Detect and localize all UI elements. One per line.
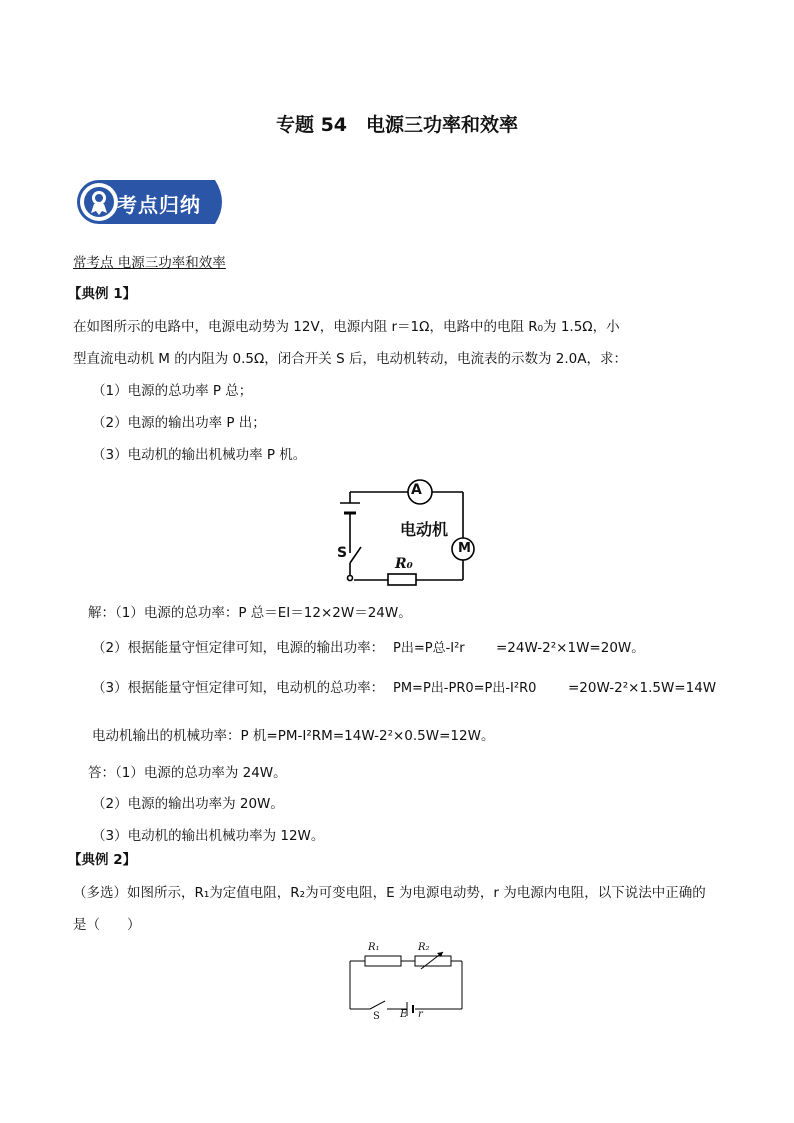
- section-badge: [77, 180, 229, 224]
- page-title: 专题 54 电源三功率和效率: [275, 114, 519, 136]
- answer-3: （3）电动机的输出机械功率为 12W。: [92, 828, 325, 844]
- solution-2-text: （2）根据能量守恒定律可知，电源的输出功率：: [92, 640, 385, 656]
- r1-label: R₁: [368, 942, 380, 953]
- solution-2-formula: P出=P总-I²r: [393, 641, 465, 656]
- answer-2: （2）电源的输出功率为 20W。: [92, 796, 284, 812]
- example1-heading: 【典例 1】: [68, 286, 137, 302]
- motor-label: M: [458, 541, 471, 556]
- example2-heading: 【典例 2】: [68, 852, 137, 868]
- switch-label: S: [337, 545, 348, 561]
- solution-3-result: =20W-2²×1.5W=14W: [568, 680, 717, 696]
- example1-para2: 型直流电动机 M 的内阻为 0.5Ω，闭合开关 S 后，电动机转动，电流表的示数为 2.0A，求：: [73, 351, 627, 367]
- question-1: （1）电源的总功率 P 总；: [92, 383, 253, 399]
- motor-caption: 电动机: [400, 520, 449, 539]
- circuit-diagram-2: [345, 940, 467, 1020]
- solution-3-formula: PM=P出-PR0=P出-I²R0: [393, 681, 537, 696]
- section-heading: 常考点 电源三功率和效率: [73, 255, 226, 271]
- question-3: （3）电动机的输出机械功率 P 机。: [92, 447, 307, 463]
- r2-label: R₂: [418, 942, 430, 953]
- switch2-label: S: [373, 1011, 380, 1022]
- example2-para2: 是（ ）: [73, 917, 141, 933]
- answer-1: 答：（1）电源的总功率为 24W。: [88, 765, 287, 781]
- example2-para1: （多选）如图所示，R₁为定值电阻，R₂为可变电阻，E 为电源电动势，r 为电源内电阻，以下说法中正确的: [73, 885, 706, 901]
- example1-para1: 在如图所示的电路中，电源电动势为 12V，电源内阻 r＝1Ω，电路中的电阻 R₀为 1.5Ω，小: [73, 319, 620, 335]
- solution-4: 电动机输出的机械功率：P 机=PM-I²RM=14W-2²×0.5W=12W。: [92, 728, 495, 744]
- internal-resistance-label: r: [418, 1009, 423, 1020]
- resistor-label: R₀: [395, 556, 413, 572]
- badge-label: 考点归纳: [117, 193, 201, 217]
- ammeter-label: A: [411, 482, 422, 498]
- emf-label: E: [400, 1009, 408, 1020]
- solution-1: 解：（1）电源的总功率：P 总＝EI＝12×2W＝24W。: [88, 605, 412, 621]
- question-2: （2）电源的输出功率 P 出；: [92, 415, 266, 431]
- solution-3-text: （3）根据能量守恒定律可知，电动机的总功率：: [92, 680, 385, 696]
- solution-2-result: =24W-2²×1W=20W。: [496, 640, 645, 656]
